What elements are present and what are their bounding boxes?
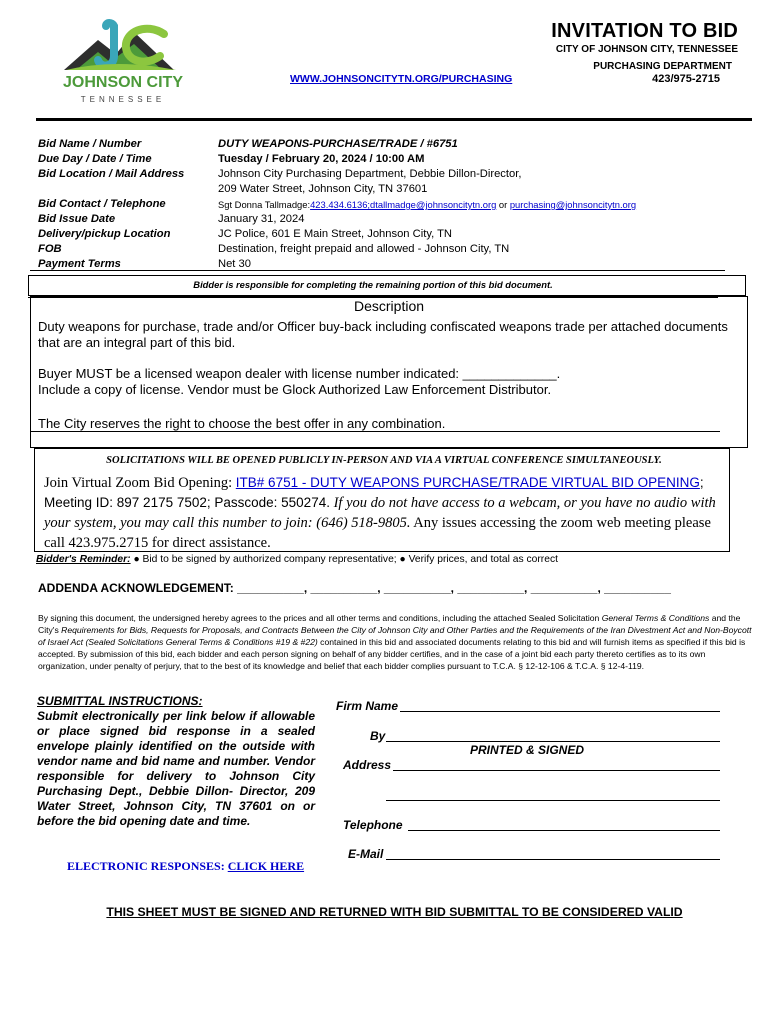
detail-value: Tuesday / February 20, 2024 / 10:00 AM: [218, 153, 425, 165]
detail-label: Bid Contact / Telephone: [38, 198, 166, 210]
address-label: Address: [343, 758, 392, 772]
zoom-phone-note: If you do not have access to a webcam, or you have no audio with your system, you may call this number to join: (646) 518-9805.: [44, 495, 716, 531]
detail-label: Payment Terms: [38, 258, 121, 270]
legal-ref: General Terms & Conditions: [601, 613, 710, 623]
by-label: By: [370, 729, 386, 743]
detail-value: January 31, 2024: [218, 213, 305, 225]
electronic-responses: [67, 859, 304, 874]
detail-label: Delivery/pickup Location: [38, 228, 171, 240]
description-title: Description: [353, 298, 425, 314]
reminder-label: Bidder's Reminder:: [36, 554, 131, 565]
printed-signed-label: PRINTED & SIGNED: [470, 743, 585, 757]
detail-value: 209 Water Street, Johnson City, TN 37601: [218, 183, 428, 195]
contact-or: or: [496, 199, 510, 210]
legal-text: and the City's: [38, 613, 741, 635]
bidders-reminder: [36, 554, 756, 565]
description-paragraph: Duty weapons for purchase, trade and/or Officer buy-back including confiscated weapons trade per attached documents that are an integral part of this bid.: [38, 319, 728, 350]
detail-label: Bid Issue Date: [38, 213, 116, 225]
logo-text: JOHNSON CITY: [62, 74, 183, 91]
logo-subtext: TENNESSEE: [80, 95, 166, 104]
firm-name-field[interactable]: [400, 711, 720, 712]
detail-value: Net 30: [218, 258, 251, 270]
zoom-meeting-link[interactable]: ITB# 6751 - DUTY WEAPONS PURCHASE/TRADE VIRTUAL BID OPENING: [235, 475, 700, 490]
license-line: Buyer MUST be a licensed weapon dealer with license number indicated: _____________.: [38, 366, 561, 381]
legal-ref: Requirements for Bids, Requests for Proposals, and Contracts Between the City of Johnson City and Other Parties and the Requirements of the Iran Divestment Act and Non-Boycott of Israel Act (Sealed Solicitations General Terms & Conditions #19 & #22): [38, 625, 752, 647]
footer-notice: THIS SHEET MUST BE SIGNED AND RETURNED WITH BID SUBMITTAL TO BE CONSIDERED VALID: [106, 905, 683, 919]
address-field[interactable]: [393, 770, 720, 771]
description-license-requirement: [38, 366, 738, 398]
zoom-meeting-id: ; Meeting ID: 897 2175 7502; Passcode: 550274.: [44, 475, 704, 510]
electronic-click-here-link[interactable]: CLICK HERE: [227, 859, 305, 873]
detail-contact: [218, 199, 636, 210]
zoom-issues-note: Any issues accessing the zoom web meeting please call 423.975.2715 for direct assistance.: [44, 515, 711, 551]
detail-value: Destination, freight prepaid and allowed - Johnson City, TN: [218, 243, 510, 255]
legal-text: By signing this document, the undersigned hereby agrees to the prices and all other terms and conditions, including the attached Sealed Solicitation: [38, 613, 602, 623]
legal-text: contained in this bid and associated documents relating to this bid and will furnish items as specified if this bid is accepted. By submission of this bid, each bidder and each person signing on behalf of any bidder certifies, and in the case of a joint bid each party thereto certifies as to its own organization, under penalty of perjury, that to the best of its knowledge and belief that each bidder complies pursuant to T.C.A. § 12-12-106 & T.C.A. § 12-4-119.: [38, 637, 746, 671]
email-label: E-Mail: [348, 847, 384, 861]
reminder-text: ● Bid to be signed by authorized company representative; ● Verify prices, and total as correct: [130, 554, 558, 565]
department-phone: 423/975-2715: [652, 73, 720, 85]
page-title: INVITATION TO BID: [551, 20, 738, 42]
solicitation-heading: SOLICITATIONS WILL BE OPENED PUBLICLY IN-PERSON AND VIA A VIRTUAL CONFERENCE SIMULTANEOUSLY.: [106, 455, 662, 466]
addenda-acknowledgement[interactable]: ADDENDA ACKNOWLEDGEMENT: __________, __________, __________, __________, __________, __________: [38, 581, 671, 595]
department-name: PURCHASING DEPARTMENT: [593, 61, 732, 72]
firm-name-label: Firm Name: [336, 699, 399, 713]
license-copy-line: Include a copy of license. Vendor must be Glock Authorized Law Enforcement Distributor.: [38, 382, 552, 397]
responsibility-notice: Bidder is responsible for completing the remaining portion of this bid document.: [193, 279, 553, 290]
purchasing-email-link[interactable]: purchasing@johnsoncitytn.org: [509, 199, 637, 210]
telephone-field[interactable]: [408, 830, 720, 831]
detail-label: Bid Location / Mail Address: [38, 168, 185, 180]
description-reservation: The City reserves the right to choose the best offer in any combination.: [38, 416, 446, 431]
signature-field[interactable]: [386, 741, 720, 742]
city-line: CITY OF JOHNSON CITY, TENNESSEE: [555, 44, 738, 55]
detail-value: Johnson City Purchasing Department, Debbie Dillon-Director,: [218, 168, 522, 180]
detail-label: Due Day / Date / Time: [38, 153, 152, 165]
detail-value: DUTY WEAPONS-PURCHASE/TRADE / #6751: [218, 138, 458, 150]
detail-label: FOB: [38, 243, 62, 255]
legal-terms: [38, 612, 756, 672]
contact-email-link[interactable]: 423.434.6136;dtallmadge@johnsoncitytn.org: [310, 199, 497, 210]
zoom-intro: Join Virtual Zoom Bid Opening:: [44, 475, 236, 491]
detail-value: JC Police, 601 E Main Street, Johnson City, TN: [218, 228, 453, 240]
address-field-line-2[interactable]: [386, 800, 720, 801]
detail-label: Bid Name / Number: [38, 138, 142, 150]
description-divider: [30, 431, 720, 432]
zoom-instructions: [44, 473, 722, 553]
submittal-instructions: Submit electronically per link below if allowable or place signed bid response in a sealed envelope plainly identified on the outside with vendor name and bid name and number. Vendor responsible for delivery to Johnson City Purchasing Dept., Debbie Dillon- Director, 209 Water Street, Johnson City, TN 37601 on or before the bid opening date and time.: [37, 709, 315, 828]
header-divider: [36, 118, 752, 121]
submittal-heading: SUBMITTAL INSTRUCTIONS:: [37, 694, 203, 708]
purchasing-url-link[interactable]: WWW.JOHNSONCITYTN.ORG/PURCHASING: [290, 73, 513, 85]
email-field[interactable]: [386, 859, 720, 860]
johnson-city-logo: [46, 18, 206, 108]
electronic-label: ELECTRONIC RESPONSES:: [67, 859, 228, 873]
telephone-label: Telephone: [343, 818, 403, 832]
contact-name: Sgt Donna Tallmadge:: [218, 199, 311, 210]
details-divider: [30, 270, 725, 271]
